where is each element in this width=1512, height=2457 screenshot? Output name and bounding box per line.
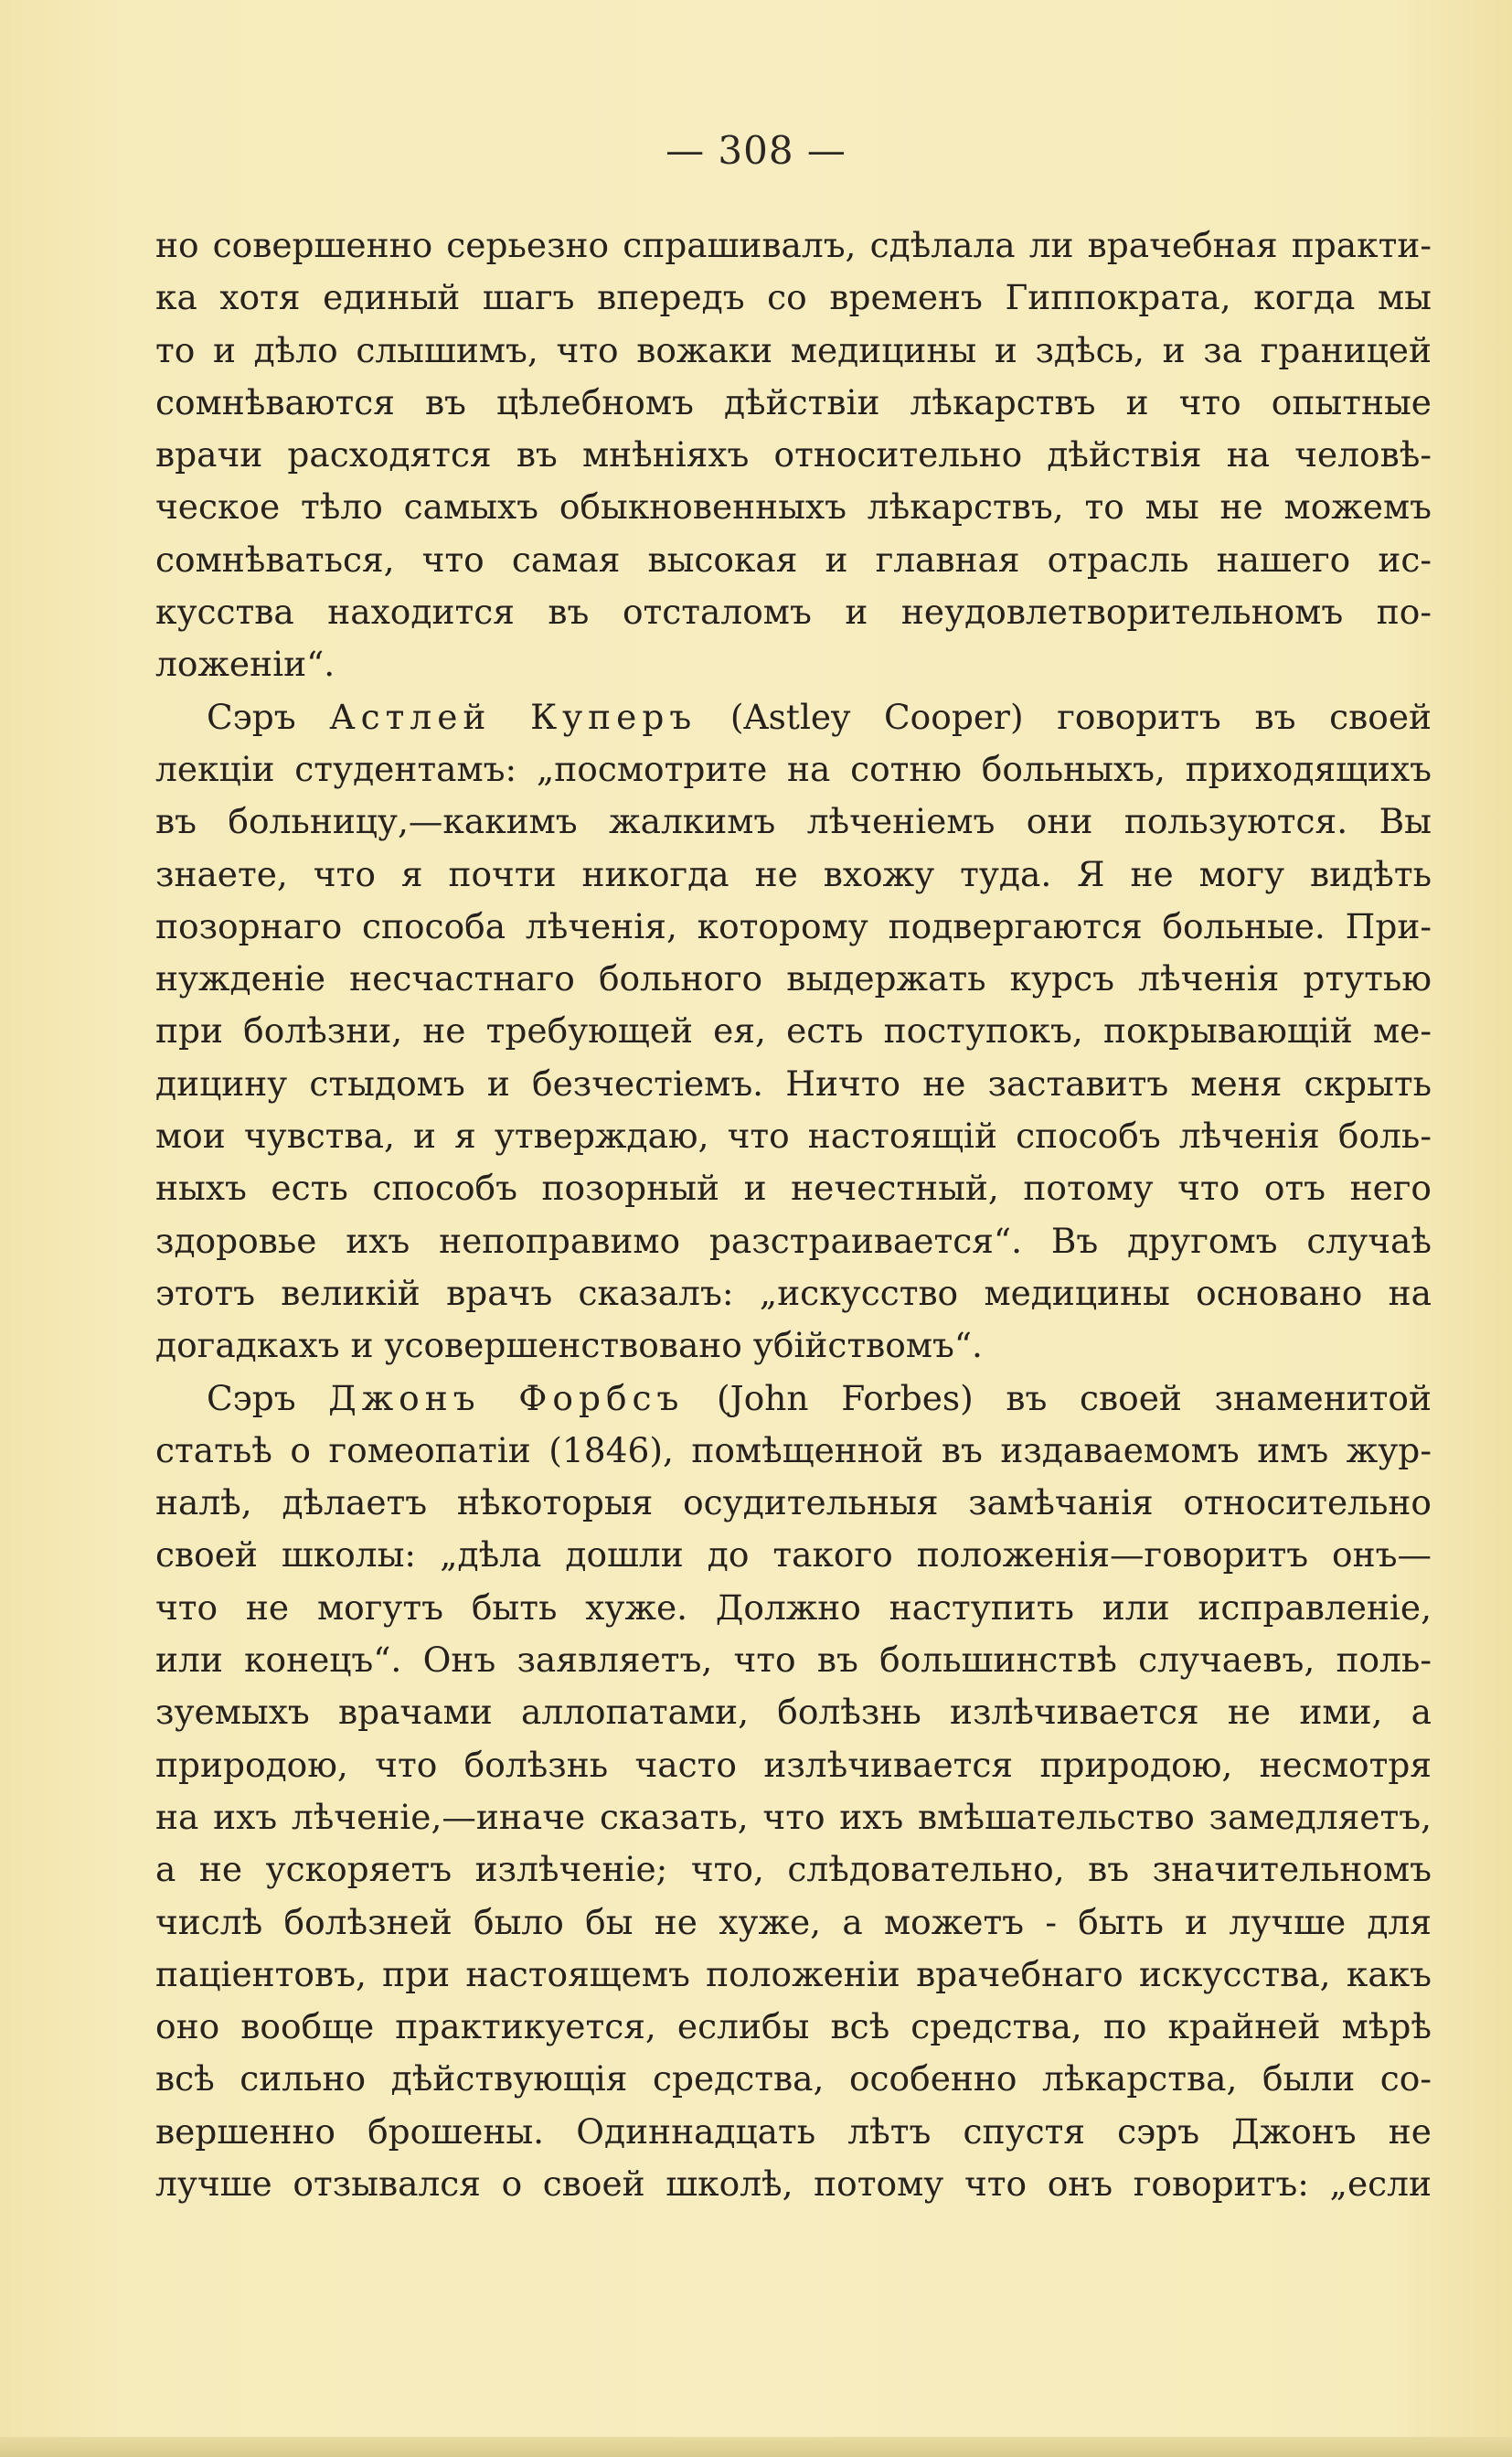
text-run: здоровье ихъ непоправимо разстраивается“. Въ другомъ случаѣ	[155, 1220, 1432, 1261]
spaced-name: Астлей Куперъ	[329, 696, 697, 737]
text-run: но совершенно серьезно спрашивалъ, сдѣлала ли врачебная практи-	[155, 225, 1432, 265]
text-run: мои чувства, и я утверждаю, что настоящій способъ лѣченія боль-	[155, 1116, 1432, 1157]
text-run: оно вообще практикуется, еслибы всѣ средства, по крайней мѣрѣ	[155, 2006, 1432, 2047]
text-run: дицину стыдомъ и безчестіемъ. Ничто не заставитъ меня скрыть	[155, 1063, 1432, 1104]
text-run: догадкахъ и усовершенствовано убійствомъ“.	[155, 1325, 983, 1366]
text-line	[155, 1634, 1432, 1686]
text-run: (Astley Cooper) говоритъ въ своей	[697, 696, 1432, 737]
text-line	[155, 534, 1432, 586]
text-run: или конецъ“. Онъ заявляетъ, что въ большинствѣ случаевъ, поль-	[155, 1640, 1432, 1681]
text-run: то и дѣло слышимъ, что вожаки медицины и здѣсь, и за границей	[155, 329, 1432, 370]
text-line	[155, 219, 1432, 272]
text-run: природою, что болѣзнь часто излѣчивается природою, несмотря	[155, 1744, 1432, 1785]
text-line	[155, 1582, 1432, 1634]
text-line	[155, 901, 1432, 953]
text-run: знаете, что я почти никогда не вхожу туда. Я не могу видѣть	[155, 853, 1432, 894]
text-line	[155, 429, 1432, 481]
text-line	[155, 2158, 1432, 2210]
text-line	[155, 1896, 1432, 1949]
text-run: въ больницу,—какимъ жалкимъ лѣченіемъ они пользуются. Вы	[155, 801, 1432, 842]
text-run: на ихъ лѣченіе,—иначе сказать, что ихъ вмѣшательство замедляетъ,	[155, 1796, 1432, 1837]
text-run: врачи расходятся въ мнѣніяхъ относительно дѣйствія на человѣ-	[155, 434, 1432, 475]
text-line	[155, 586, 1432, 638]
text-line	[155, 691, 1432, 743]
text-line	[155, 1477, 1432, 1529]
text-line	[155, 272, 1432, 324]
text-line	[155, 1949, 1432, 2001]
text-line	[155, 481, 1432, 533]
text-line	[155, 1373, 1432, 1425]
text-line	[155, 325, 1432, 377]
text-run: кусства находится въ отсталомъ и неудовлетворительномъ по-	[155, 592, 1432, 633]
text-line	[155, 1162, 1432, 1214]
text-run: при болѣзни, не требующей ея, есть поступокъ, покрывающій ме-	[155, 1010, 1432, 1052]
text-line	[155, 1319, 1432, 1372]
text-line	[155, 849, 1432, 901]
text-run: числѣ болѣзней было бы не хуже, а можетъ - быть и лучше для	[155, 1901, 1432, 1942]
page-number: — 308 —	[665, 128, 847, 173]
text-run: статьѣ о гомеопатіи (1846), помѣщенной въ издаваемомъ имъ жур-	[155, 1429, 1432, 1470]
text-line	[155, 1110, 1432, 1162]
text-run: ческое тѣло самыхъ обыкновенныхъ лѣкарствъ, то мы не можемъ	[155, 486, 1432, 528]
spaced-name: Джонъ Форбсъ	[328, 1377, 685, 1418]
text-line	[155, 2106, 1432, 2158]
text-line	[155, 1058, 1432, 1110]
text-run: Сэръ	[207, 696, 330, 737]
text-run: зуемыхъ врачами аллопатами, болѣзнь излѣчивается не ими, а	[155, 1692, 1432, 1733]
text-line	[155, 2053, 1432, 2105]
text-run: а не ускоряетъ излѣченіе; что, слѣдовательно, въ значительномъ	[155, 1849, 1432, 1890]
text-run: позорнаго способа лѣченія, которому подвергаются больные. При-	[155, 905, 1432, 946]
text-line	[155, 1425, 1432, 1477]
body-text	[155, 219, 1432, 2210]
text-line	[155, 2001, 1432, 2053]
text-run: этотъ великій врачъ сказалъ: „искусство медицины основано на	[155, 1272, 1432, 1313]
page-edge	[0, 2437, 1512, 2457]
text-line	[155, 1739, 1432, 1791]
text-line	[155, 1686, 1432, 1738]
text-run: ложеніи“.	[155, 644, 335, 685]
text-run: Сэръ	[207, 1377, 329, 1418]
text-line	[155, 1843, 1432, 1896]
text-run: ка хотя единый шагъ впередъ со временъ Гиппократа, когда мы	[155, 277, 1432, 318]
text-line	[155, 743, 1432, 796]
text-run: всѣ сильно дѣйствующія средства, особенно лѣкарства, были со-	[155, 2058, 1432, 2099]
text-run: нужденіе несчастнаго больного выдержать курсъ лѣченія ртутью	[155, 958, 1432, 999]
text-run: вершенно брошены. Одиннадцать лѣтъ спустя сэръ Джонъ не	[155, 2110, 1432, 2152]
text-run: ныхъ есть способъ позорный и нечестный, потому что отъ него	[155, 1168, 1432, 1209]
text-line	[155, 377, 1432, 429]
text-line	[155, 638, 1432, 690]
text-run: сомнѣваться, что самая высокая и главная отрасль нашего ис-	[155, 539, 1432, 580]
text-run: паціентовъ, при настоящемъ положеніи врачебнаго искусства, какъ	[155, 1953, 1432, 1994]
text-line	[155, 1267, 1432, 1319]
text-line	[155, 953, 1432, 1005]
text-line	[155, 1215, 1432, 1267]
text-run: налѣ, дѣлаетъ нѣкоторыя осудительныя замѣчанія относительно	[155, 1482, 1432, 1523]
text-line	[155, 796, 1432, 848]
text-run: своей школы: „дѣла дошли до такого положенія—говоритъ онъ—	[155, 1534, 1432, 1576]
text-run: сомнѣваются въ цѣлебномъ дѣйствіи лѣкарствъ и что опытные	[155, 381, 1432, 422]
text-run: что не могутъ быть хуже. Должно наступить или исправленіе,	[155, 1586, 1432, 1628]
text-run: лекціи студентамъ: „посмотрите на сотню больныхъ, приходящихъ	[155, 748, 1432, 789]
text-run: лучше отзывался о своей школѣ, потому что онъ говоритъ: „если	[155, 2163, 1432, 2204]
text-line	[155, 1529, 1432, 1581]
text-line	[155, 1791, 1432, 1843]
text-line	[155, 1005, 1432, 1057]
text-run: (John Forbes) въ своей знаменитой	[684, 1377, 1432, 1418]
